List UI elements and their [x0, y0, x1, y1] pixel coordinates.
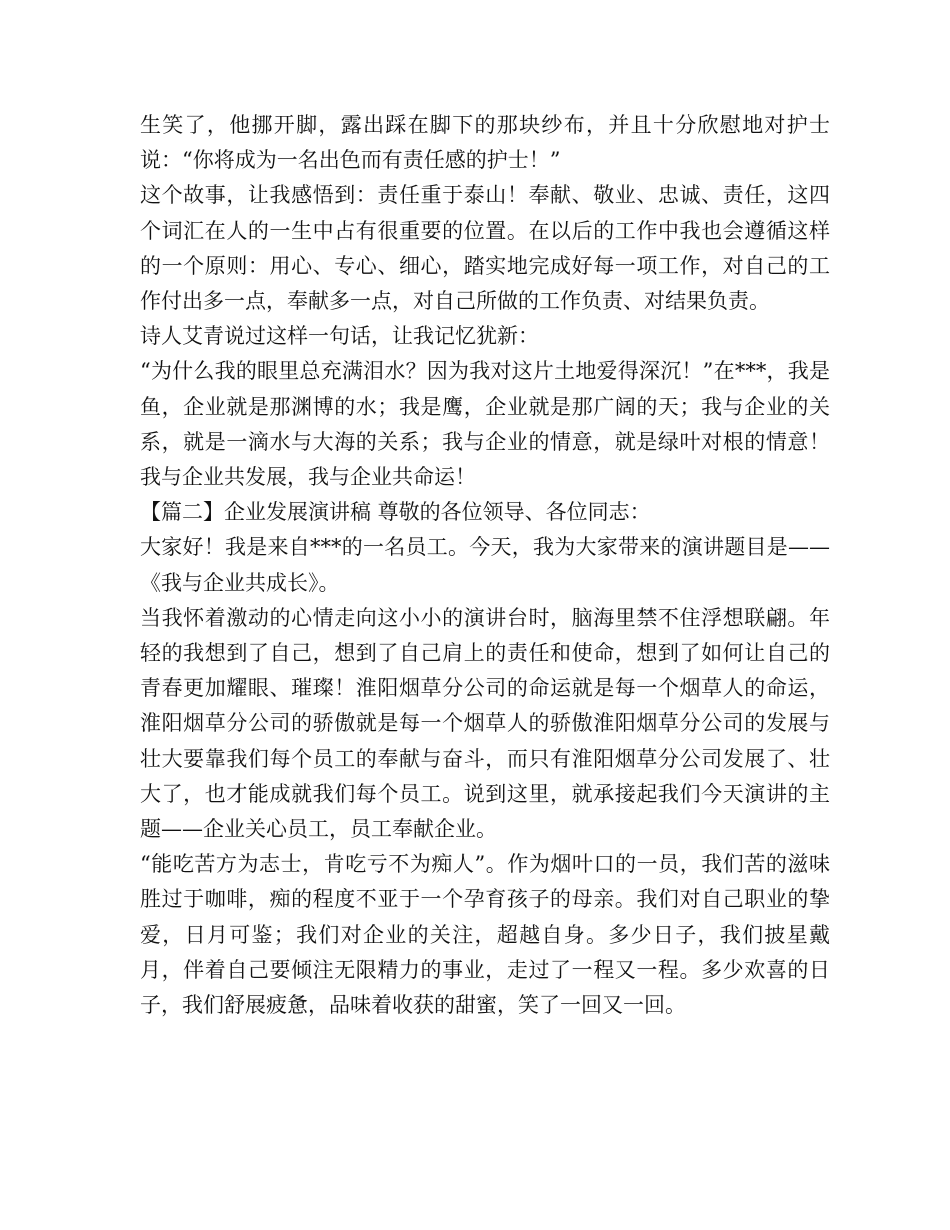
paragraph-3: 诗人艾青说过这样一句话，让我记忆犹新： [140, 324, 539, 349]
paragraph-6: 当我怀着激动的心情走向这小小的演讲台时，脑海里禁不住浮想联翩。年轻的我想到了自己，想到了自己肩上的责任和使命，想到了如何让自己的青春更加耀眼、璀璨！淮阳烟草分公司的命运就是每一个烟草人的命运，淮阳烟草分公司的骄傲就是每一个烟草人的骄傲淮阳烟草分公司的发展与壮大要靠我们每个员工的奉献与奋斗，而只有淮阳烟草分公司发展了、壮大了，也才能成就我们每个员工。说到这里，就承接起我们今天演讲的主题——企业关心员工，员工奉献企业。 [140, 605, 830, 842]
document-body [140, 108, 830, 1023]
paragraph-5: 大家好！我是来自***的一名员工。今天，我为大家带来的演讲题目是——《我与企业共成长》。 [140, 535, 830, 595]
section-heading: 【篇二】企业发展演讲稿 尊敬的各位领导、各位同志： [140, 500, 651, 525]
paragraph-4: “为什么我的眼里总充满泪水？因为我对这片土地爱得深沉！”在***，我是鱼，企业就是那渊博的水；我是鹰，企业就是那广阔的天；我与企业的关系，就是一滴水与大海的关系；我与企业的情意，就是绿叶对根的情意！我与企业共发展，我与企业共命运！ [140, 359, 830, 490]
paragraph-1: 生笑了，他挪开脚，露出踩在脚下的那块纱布，并且十分欣慰地对护士说：“你将成为一名出色而有责任感的护士！” [140, 113, 830, 173]
paragraph-7: “能吃苦方为志士，肯吃亏不为痴人”。作为烟叶口的一员，我们苦的滋味胜过于咖啡，痴的程度不亚于一个孕育孩子的母亲。我们对自己职业的挚爱，日月可鉴；我们对企业的关注，超越自身。多少日子，我们披星戴月，伴着自己要倾注无限精力的事业，走过了一程又一程。多少欢喜的日子，我们舒展疲惫，品味着收获的甜蜜，笑了一回又一回。 [140, 852, 830, 1018]
paragraph-2: 这个故事，让我感悟到：责任重于泰山！奉献、敬业、忠诚、责任，这四个词汇在人的一生中占有很重要的位置。在以后的工作中我也会遵循这样的一个原则：用心、专心、细心，踏实地完成好每一项工作，对自己的工作付出多一点，奉献多一点，对自己所做的工作负责、对结果负责。 [140, 183, 830, 314]
